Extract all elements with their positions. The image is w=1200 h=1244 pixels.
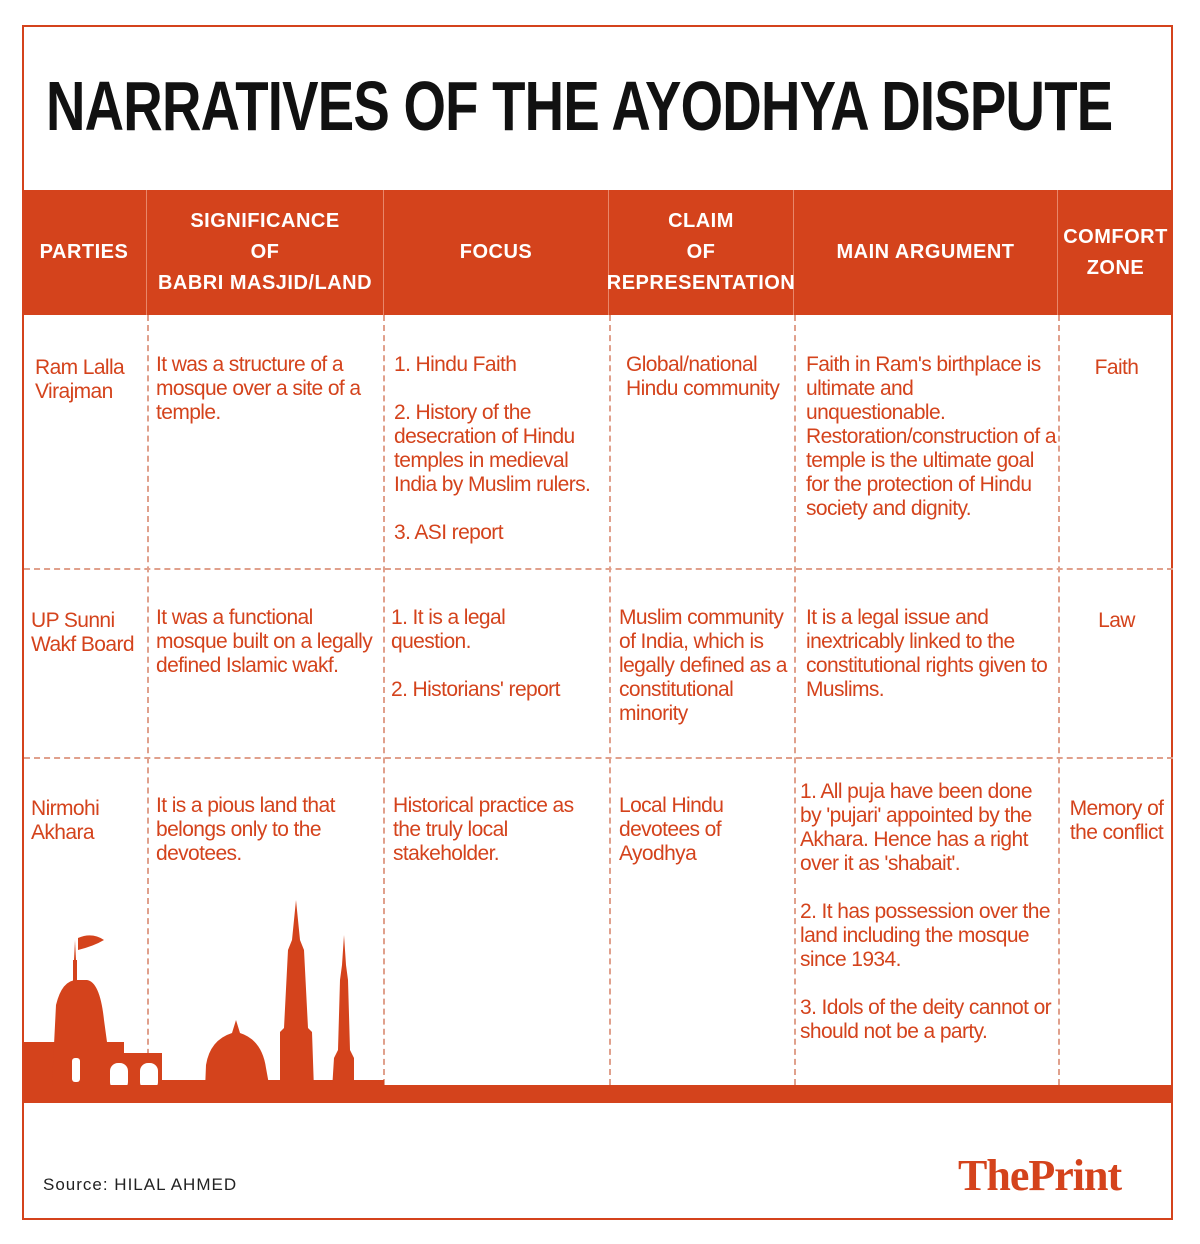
claim-cell: Global/national Hindu community: [626, 353, 780, 400]
header-claim: CLAIM OF REPRESENTATION: [609, 190, 794, 315]
party-name: UP Sunni Wakf Board: [31, 609, 134, 656]
party-name: Nirmohi Akhara: [31, 797, 100, 844]
focus-item: 2. History of the desecration of Hindu temples in medieval India by Muslim rulers.: [394, 401, 591, 496]
argument-item: 3. Idols of the deity cannot or should not be a party.: [800, 996, 1052, 1043]
significance-cell: It is a pious land that belongs only to the devotees.: [156, 794, 335, 865]
source-credit: Source: HILAL AHMED: [43, 1175, 238, 1194]
comfort-zone-cell: Memory of the conflict: [1069, 797, 1164, 844]
table-header: [22, 190, 1173, 315]
argument-cell: Faith in Ram's birthplace is ultimate and unquestionable. Restoration/construction of a temple is the ultimate goal for the protection of Hindu society and dignity.: [806, 353, 1056, 520]
ground-bar: [22, 1085, 1173, 1103]
claim-cell: Muslim community of India, which is legally defined as a constitutional minority: [619, 606, 787, 725]
focus-cell: [391, 606, 605, 726]
temple-mosque-skyline-illustration: [22, 890, 384, 1090]
header-significance: SIGNIFICANCE OF BABRI MASJID/LAND: [147, 190, 384, 315]
argument-cell: [800, 780, 1056, 1068]
focus-cell: Historical practice as the truly local stakeholder.: [393, 794, 574, 865]
column-divider: [794, 315, 796, 1085]
comfort-zone-cell: Law: [1098, 609, 1135, 632]
argument-item: 1. All puja have been done by 'pujari' appointed by the Akhara. Hence has a right over it as 'shabait'.: [800, 780, 1032, 875]
significance-cell: It was a functional mosque built on a legally defined Islamic wakf.: [156, 606, 373, 677]
page-title: NARRATIVES OF THE AYODHYA DISPUTE: [46, 67, 1113, 145]
header-focus: FOCUS: [384, 190, 609, 315]
row-divider: [24, 757, 1173, 759]
comfort-zone-cell: Faith: [1094, 356, 1139, 379]
claim-cell: Local Hindu devotees of Ayodhya: [619, 794, 724, 865]
focus-item: 3. ASI report: [394, 521, 503, 544]
focus-item: 2. Historians' report: [391, 678, 560, 701]
argument-cell: It is a legal issue and inextricably linked to the constitutional rights given to Muslims.: [806, 606, 1048, 701]
focus-cell: [394, 353, 608, 569]
column-divider: [1058, 315, 1060, 1085]
significance-cell: It was a structure of a mosque over a site of a temple.: [156, 353, 361, 424]
focus-item: 1. Hindu Faith: [394, 353, 517, 376]
header-comfort-zone: COMFORT ZONE: [1063, 225, 1168, 279]
party-name: Ram Lalla Virajman: [35, 356, 125, 403]
argument-item: 2. It has possession over the land including the mosque since 1934.: [800, 900, 1050, 971]
header-parties: PARTIES: [22, 190, 147, 315]
header-main-argument: MAIN ARGUMENT: [794, 190, 1058, 315]
theprint-logo: ThePrint: [958, 1151, 1122, 1200]
focus-item: 1. It is a legal question.: [391, 606, 506, 653]
column-divider: [609, 315, 611, 1085]
